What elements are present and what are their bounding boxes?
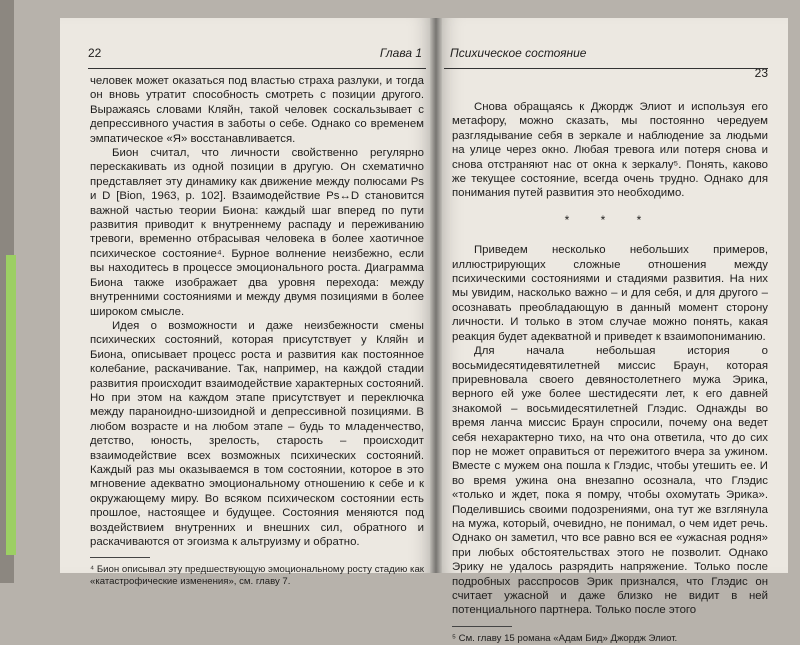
left-body	[90, 74, 424, 588]
left-page	[60, 18, 436, 588]
left-footnote: ⁴ Бион описывал эту предшествующую эмоциональному росту стадию как «катастрофические изменения», см. главу 7.	[90, 564, 424, 588]
left-header-rule	[88, 68, 426, 69]
section-separator: * * *	[564, 212, 656, 227]
left-page-number: 22	[88, 46, 102, 60]
right-header-rule	[444, 68, 768, 69]
right-page-number: 23	[754, 66, 768, 80]
bookmark-tab	[6, 255, 16, 555]
footnote-rule	[452, 626, 512, 627]
right-header	[450, 46, 768, 80]
left-paragraph: Идея о возможности и даже неизбежности смены психических состояний, которая присутствует у Кляйн и Биона, описывает процесс роста и развития как постоянное колебание, раскачивание. Так, например, на каждой стадии развития происходит взаимодействие характерных состояний. Но при этом на каждом этапе присутствует и переключка между параноидно-шизоидной и депрессивной позициями. В любом возрасте и на любом этапе – будь то младенчество, детство, юность, зрелость, старость – происходит взаимодействие всех возможных психических состояний. Каждый раз мы оказываемся в том состоянии, которое в это мгновение адекватно эмоциональному отношению к себе и к окружающему миру. Во всяком психическом состоянии есть прошлое, настоящее и будущее. Состояния меняются под воздействием внутренних и внешних сил, обратного и раскачиваются от эгоизма к альтруизму и обратно.	[90, 319, 424, 548]
left-header	[88, 46, 422, 64]
right-page	[436, 18, 788, 644]
right-paragraph: Для начала небольшая история о восьмидесятидевятилетней миссис Браун, которая приревновала своего девяностолетнего мужа Эрика, верного ей уже более шестидесяти лет, к его давней знакомой – восьмидесятилетней Глэдис. Однажды во время ланча миссис Браун спросили, почему она ведет себя нехарактерно тихо, на что она ответила, что до сих пор не может оправиться от пережитого вчера за ужином. Вместе с мужем она пошла к Глэдис, чтобы утешить ее. И во время ужина она внезапно осознала, что Глэдис «только и ждет, пока я помру, чтобы охомутать Эрика». Поделившись своими подозрениями, она тут же взглянула на мужа, который, очевидно, не понимал, о чем идет речь. Однако он заметил, что все равно вся ее «ужасная родня» при любых обстоятельствах этого не позволит. Однако Эрику не удалось разрядить напряжение. Только после подробных расспросов Эрик признался, что Глэдис он считает ужасной и даже близко не видит в ней потенциального партнера. Только после этого	[452, 345, 768, 617]
right-body	[452, 100, 768, 645]
left-paragraph: человек может оказаться под властью страха разлуки, и тогда он вновь утратит способность смотреть с позиции другого. Выражаясь словами Кляйн, такой человек соскальзывает с депрессивного участия в заботы о себе. Однако со временем эмпатическое «Я» восстанавливается.	[90, 75, 424, 145]
footnote-rule	[90, 557, 150, 558]
right-paragraph: Приведем несколько небольших примеров, иллюстрирующих сложные отношения между психическими состояниями и стадиями развития. На них мы увидим, насколько важно – и для себя, и для другого – осознавать преобладающую в данный момент сторону личности. И только в этом случае можно понять, какая реакция будет адекватной и приведет к взаимопониманию.	[452, 244, 768, 343]
book-spine	[430, 18, 442, 573]
left-paragraph: Бион считал, что личности свойственно регулярно перескакивать из одной позиции в другую. Он схематично представляет эту динамику как движение между полюсами Ps и D [Bion, 1963, p. 102]. Взаимодействие Ps↔D становится важной частью теории Биона: каждый шаг вперед по пути развития приводит к внутреннему распаду и переживанию тревоги, временно отбрасывая человека в более хаотичное психическое состояние⁴. Бурное волнение неизбежно, если вы находитесь в процессе эмоционального роста. Диаграмма Биона также изображает два уровня перехода: между внутренними состояниями и между двумя позициями в более широком смысле.	[90, 147, 424, 318]
left-chapter-title: Глава 1	[379, 46, 422, 60]
right-chapter-title: Психическое состояние	[450, 46, 587, 60]
right-paragraph: Снова обращаясь к Джордж Элиот и используя его метафору, можно сказать, мы постоянно чередуем разглядывание себя в зеркале и наблюдение за людьми на улице через окно. Любая тревога или потеря снова и снова отстраняют нас от окна к зеркалу⁵. Понять, каково же текущее состояние, всегда очень трудно. Однако для понимания путей развития это необходимо.	[452, 101, 768, 200]
right-footnote: ⁵ См. главу 15 романа «Адам Бид» Джордж Элиот.	[452, 632, 678, 644]
